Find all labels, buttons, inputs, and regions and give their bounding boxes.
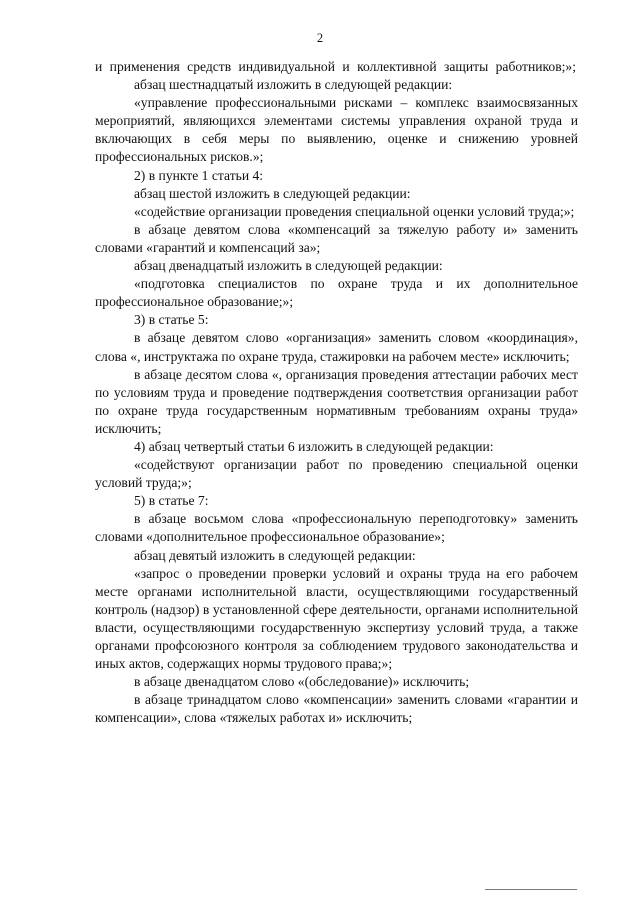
paragraph: в абзаце десятом слова «, организация проведения аттестации рабочих мест по условиям труда и проведение подтверждения соответствия организации работ по охране труда государственным нормативным требованиям охраны труда» исключить; — [95, 366, 578, 436]
paragraph: 2) в пункте 1 статьи 4: — [134, 167, 264, 183]
paragraph: «содействуют организации работ по проведению специальной оценки условий труда;»; — [95, 457, 578, 491]
document-body — [95, 58, 578, 727]
paragraph: абзац шестой изложить в следующей редакции: — [134, 185, 411, 201]
paragraph: «запрос о проведении проверки условий и охраны труда на его рабочем месте органами исполнительной власти, осуществляющими государственный контроль (надзор) в установленной сфере деятельности, органами исполнительной власти, осуществляющими государственную экспертизу условий труда, а также органами профсоюзного контроля за соблюдением трудового законодательства и иных актов, содержащих нормы трудового права;»; — [95, 565, 578, 672]
paragraph: в абзаце девятом слова «компенсаций за тяжелую работу и» заменить словами «гарантий и компенсаций за»; — [95, 221, 578, 255]
paragraph: в абзаце восьмом слова «профессиональную переподготовку» заменить словами «дополнительное профессиональное образование»; — [95, 511, 578, 545]
page-number: 2 — [316, 31, 324, 45]
paragraph: и применения средств индивидуальной и коллективной защиты работников;»; — [95, 59, 576, 74]
paragraph: в абзаце тринадцатом слово «компенсации» заменить словами «гарантии и компенсации», слова «тяжелых работах и» исключить; — [95, 692, 578, 726]
paragraph: «управление профессиональными рисками – комплекс взаимосвязанных мероприятий, являющихся элементами системы управления охраной труда и включающих в себя меры по выявлению, оценке и снижению уровней профессиональных рисков.»; — [95, 95, 578, 165]
paragraph: в абзаце двенадцатом слово «(обследование)» исключить; — [134, 674, 470, 690]
bottom-rule — [485, 889, 577, 890]
paragraph: в абзаце девятом слово «организация» заменить словом «координация», слова «, инструктажа по охране труда, стажировки на рабочем месте» исключить; — [95, 330, 578, 364]
paragraph: 4) абзац четвертый статьи 6 изложить в следующей редакции: — [134, 438, 494, 454]
paragraph: «содействие организации проведения специальной оценки условий труда;»; — [134, 203, 575, 219]
paragraph: абзац девятый изложить в следующей редакции: — [134, 547, 416, 563]
paragraph: абзац двенадцатый изложить в следующей редакции: — [134, 258, 443, 274]
paragraph: 3) в статье 5: — [134, 312, 209, 328]
paragraph: абзац шестнадцатый изложить в следующей редакции: — [134, 77, 453, 93]
paragraph: 5) в статье 7: — [134, 493, 209, 509]
paragraph: «подготовка специалистов по охране труда и их дополнительное профессиональное образование;»; — [95, 276, 578, 310]
